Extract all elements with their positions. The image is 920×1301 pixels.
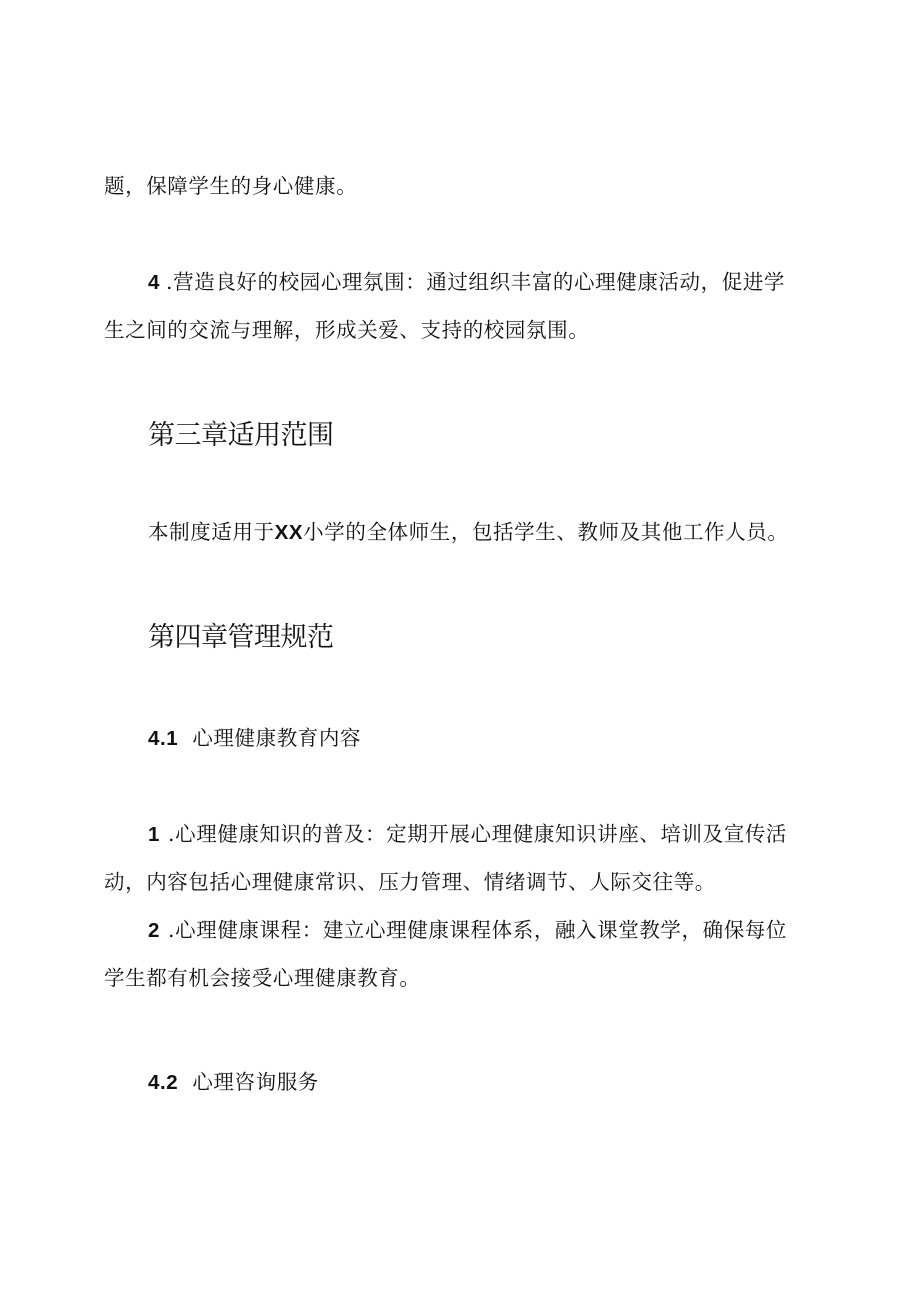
section-4-1-item-2-line1 — [148, 916, 787, 945]
list-number: 4 — [148, 271, 161, 294]
list-number: 2 — [148, 919, 161, 942]
section-title: 心理健康教育内容 — [192, 726, 362, 750]
section-4-1-item-1-line2 — [104, 868, 716, 896]
list-item-text: 学生都有机会接受心理健康教育。 — [104, 966, 421, 990]
chapter-3-title: 第三章适用范围 — [148, 420, 334, 451]
section-number: 4.2 — [148, 1071, 179, 1094]
section-4-1-item-1-line1 — [148, 820, 787, 849]
section-4-1-heading — [148, 724, 361, 753]
paragraph-continued — [104, 172, 357, 200]
list-item-text: 动，内容包括心理健康常识、压力管理、情绪调节、人际交往等。 — [104, 870, 716, 894]
section-number: 4.1 — [148, 727, 179, 750]
chapter-3-body — [148, 518, 788, 547]
list-item-4-line2 — [104, 316, 589, 344]
list-item-text: .心理健康课程：建立心理健康课程体系，融入课堂教学，确保每位 — [168, 918, 788, 942]
chapter-4-title: 第四章管理规范 — [148, 622, 334, 653]
list-item-text: 生之间的交流与理解，形成关爱、支持的校园氛围。 — [104, 318, 590, 342]
list-item-text: .心理健康知识的普及：定期开展心理健康知识讲座、培训及宣传活 — [168, 822, 788, 846]
school-name-placeholder: XX — [274, 521, 304, 544]
section-4-2-heading — [148, 1068, 319, 1097]
body-text-post: 小学的全体师生，包括学生、教师及其他工作人员。 — [303, 520, 789, 544]
list-number: 1 — [148, 823, 161, 846]
list-item-text: .营造良好的校园心理氛围：通过组织丰富的心理健康活动，促进学 — [166, 270, 786, 294]
paragraph-text: 题，保障学生的身心健康。 — [104, 174, 358, 198]
list-item-4-line1 — [148, 268, 785, 297]
section-title: 心理咨询服务 — [192, 1070, 319, 1094]
body-text-pre: 本制度适用于 — [148, 520, 275, 544]
section-4-1-item-2-line2 — [104, 964, 421, 992]
